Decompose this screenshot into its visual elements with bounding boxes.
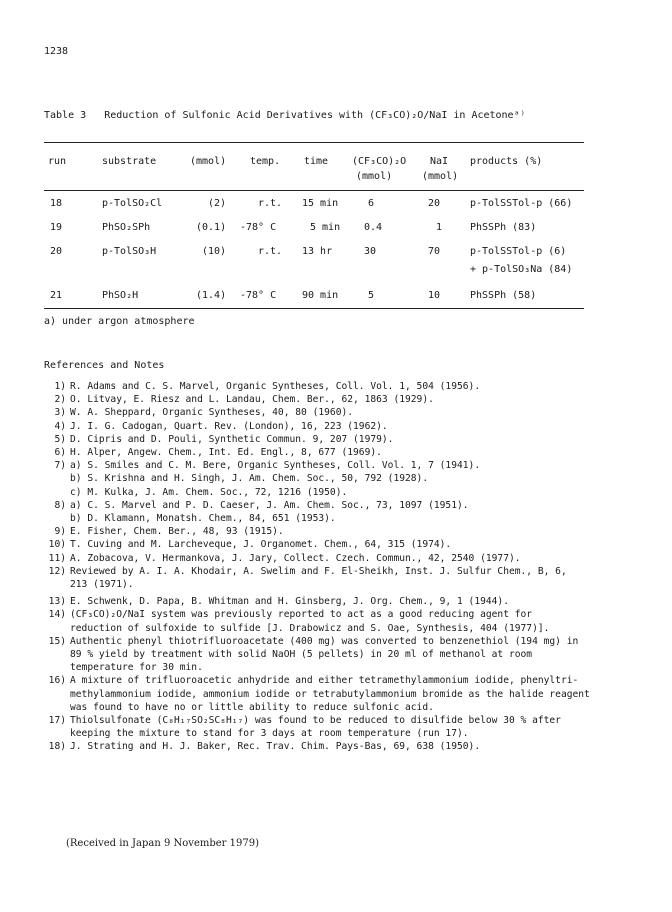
cell-temp: r.t. [258,198,283,209]
reference-continuation: was found to have no or little ability to reduce sulfonic acid. [70,701,434,713]
header-temp: temp. [250,156,281,167]
reference-number: 6) [54,447,66,459]
reference-line [44,380,644,393]
reference-line [44,740,644,753]
reference-number: 4) [54,420,66,432]
reference-item [44,393,644,406]
reference-item [44,595,644,608]
reference-line [44,406,644,419]
reference-text: E. Fisher, Chem. Ber., 48, 93 (1915). [70,526,284,538]
header-mmol: (mmol) [190,156,227,167]
header-nai-unit: (mmol) [422,171,459,182]
cell-substrate: p-TolSO₃H [102,246,157,257]
reference-item [44,406,644,419]
reference-text: E. Schwenk, D. Papa, B. Whitman and H. Ginsberg, J. Org. Chem., 9, 1 (1944). [70,596,509,608]
header-time: time [304,156,329,167]
reference-line [44,393,644,406]
reference-number: 2) [54,394,66,406]
reference-text: J. I. G. Cadogan, Quart. Rev. (London), 16, 223 (1962). [70,420,388,432]
reference-text: A. Zobacova, V. Hermankova, J. Jary, Collect. Czech. Commun., 42, 2540 (1977). [70,552,521,564]
cell-nai: 1 [436,222,443,233]
references-list [44,380,644,754]
header-run: run [48,156,67,167]
cell-products: p-TolSSTol-p (6) [470,246,567,257]
cell-tfaa: 5 [368,290,375,301]
header-nai: NaI [430,156,449,167]
reference-number: 10) [48,539,66,551]
cell-mmol: (10) [202,246,227,257]
reference-number: 15) [48,635,66,647]
reference-item [44,446,644,459]
reference-item [44,740,644,753]
table-bottom-rule [44,308,584,309]
reference-number: 13) [48,596,66,608]
reference-continuation: keeping the mixture to stand for 3 days at room temperature (run 17). [70,728,469,740]
reference-item [44,525,644,538]
reference-line [44,420,644,433]
reference-text: Reviewed by A. I. A. Khodair, A. Swelim and F. El-Sheikh, Inst. J. Sulfur Chem., B, 6, [70,565,567,577]
reference-continuation: temperature for 30 min. [70,662,203,674]
cell-substrate: p-TolSO₂Cl [102,198,163,209]
reference-text: Authentic phenyl thiotrifluoroacetate (400 mg) was converted to benzenethiol (194 mg) in [70,635,579,647]
cell-tfaa: 0.4 [364,222,383,233]
reference-continuation: 213 (1971). [70,579,134,591]
reference-line [44,525,644,538]
reference-line [44,459,644,472]
cell-mmol: (0.1) [196,222,227,233]
cell-time: 13 hr [302,246,333,257]
reference-item [44,433,644,446]
header-tfaa: (CF₃CO)₂O [352,156,407,167]
reference-number: 14) [48,609,66,621]
cell-products-secondary: + p-TolSO₃Na (84) [470,264,573,275]
reference-item [44,714,644,740]
table-caption [44,110,526,121]
reference-line [44,446,644,459]
cell-nai: 70 [428,246,441,257]
cell-products: p-TolSSTol-p (66) [470,198,573,209]
cell-mmol: (1.4) [196,290,227,301]
reference-number: 3) [54,407,66,419]
reference-item [44,565,644,591]
cell-substrate: PhSO₂SPh [102,222,151,233]
cell-tfaa: 6 [368,198,375,209]
reference-text: J. Strating and H. J. Baker, Rec. Trav. Chim. Pays-Bas, 69, 638 (1950). [70,741,481,753]
header-tfaa-unit: (mmol) [356,171,393,182]
cell-time: 5 min [310,222,341,233]
reference-line [44,714,644,727]
reference-text: A mixture of trifluoroacetic anhydride and either tetramethylammonium iodide, phenyltri- [70,675,579,687]
reference-line [44,635,644,648]
reference-text: W. A. Sheppard, Organic Syntheses, 40, 80 (1960). [70,407,354,419]
reference-item [44,459,644,499]
table-label: Table 3 [44,110,87,121]
cell-tfaa: 30 [364,246,377,257]
reference-number: 17) [48,715,66,727]
cell-run: 20 [50,246,63,257]
reference-line [44,608,644,621]
reference-item [44,499,644,525]
cell-products: PhSSPh (83) [470,222,537,233]
reference-number: 9) [54,526,66,538]
page-number: 1238 [44,46,69,57]
reference-continuation: b) D. Klamann, Monatsh. Chem., 84, 651 (1953). [70,513,336,525]
reference-item [44,380,644,393]
cell-run: 19 [50,222,63,233]
reference-text: H. Alper, Angew. Chem., Int. Ed. Engl., 8, 677 (1969). [70,447,382,459]
reference-line [44,595,644,608]
table-footnote: a) under argon atmosphere [44,316,195,327]
cell-temp: -78° C [240,222,277,233]
reference-text: T. Cuving and M. Larcheveque, J. Organomet. Chem., 64, 315 (1974). [70,539,452,551]
reference-continuation: reduction of sulfoxide to sulfide [J. Drabowicz and S. Oae, Synthesis, 404 (1977)]. [70,622,550,634]
cell-run: 18 [50,198,63,209]
header-substrate: substrate [102,156,157,167]
reference-line [44,538,644,551]
received-date: (Received in Japan 9 November 1979) [66,838,259,849]
reference-number: 12) [48,565,66,577]
reference-text: a) S. Smiles and C. M. Bere, Organic Syntheses, Coll. Vol. 1, 7 (1941). [70,460,481,472]
cell-products: PhSSPh (58) [470,290,537,301]
reference-continuation: c) M. Kulka, J. Am. Chem. Soc., 72, 1216 (1950). [70,486,348,498]
reference-number: 8) [54,499,66,511]
cell-time: 90 min [302,290,339,301]
reference-number: 5) [54,433,66,445]
reference-text: O. Litvay, E. Riesz and L. Landau, Chem. Ber., 62, 1863 (1929). [70,394,434,406]
reference-item [44,635,644,675]
reference-line [44,499,644,512]
table-title: Reduction of Sulfonic Acid Derivatives with (CF₃CO)₂O/NaI in Acetoneᵃ⁾ [104,110,526,121]
table-top-rule [44,142,584,143]
reference-number: 16) [48,675,66,687]
reference-number: 1) [54,381,66,392]
reference-item [44,420,644,433]
reference-continuation: methylammonium iodide, ammonium iodide or tetrabutylammonium bromide as the halide reagent [70,688,590,700]
header-products: products (%) [470,156,543,167]
reference-text: (CF₃CO)₂O/NaI system was previously reported to act as a good reducing agent for [70,609,533,621]
cell-mmol: (2) [208,198,227,209]
references-heading: References and Notes [44,360,165,371]
cell-time: 15 min [302,198,339,209]
cell-nai: 20 [428,198,441,209]
reference-line [44,674,644,687]
cell-temp: r.t. [258,246,283,257]
cell-run: 21 [50,290,63,301]
reference-number: 18) [48,741,66,753]
cell-substrate: PhSO₂H [102,290,139,301]
reference-text: R. Adams and C. S. Marvel, Organic Syntheses, Coll. Vol. 1, 504 (1956). [70,381,481,392]
reference-continuation: b) S. Krishna and H. Singh, J. Am. Chem. Soc., 50, 792 (1928). [70,473,429,485]
reference-text: a) C. S. Marvel and P. D. Caeser, J. Am. Chem. Soc., 73, 1097 (1951). [70,499,469,511]
reference-number: 7) [54,460,66,472]
reference-line [44,565,644,578]
reference-item [44,538,644,551]
reference-item [44,552,644,565]
reference-item [44,674,644,714]
reference-line [44,552,644,565]
reference-text: D. Cipris and D. Pouli, Synthetic Commun. 9, 207 (1979). [70,433,394,445]
reference-continuation: 89 % yield by treatment with solid NaOH (5 pellets) in 20 ml of methanol at room [70,649,533,661]
reference-item [44,608,644,634]
reference-number: 11) [48,552,66,564]
cell-temp: -78° C [240,290,277,301]
reference-text: Thiolsulfonate (C₈H₁₇SO₂SC₈H₁₇) was found to be reduced to disulfide below 30 % after [70,715,561,727]
table-header-rule [44,190,584,191]
reference-line [44,433,644,446]
cell-nai: 10 [428,290,441,301]
